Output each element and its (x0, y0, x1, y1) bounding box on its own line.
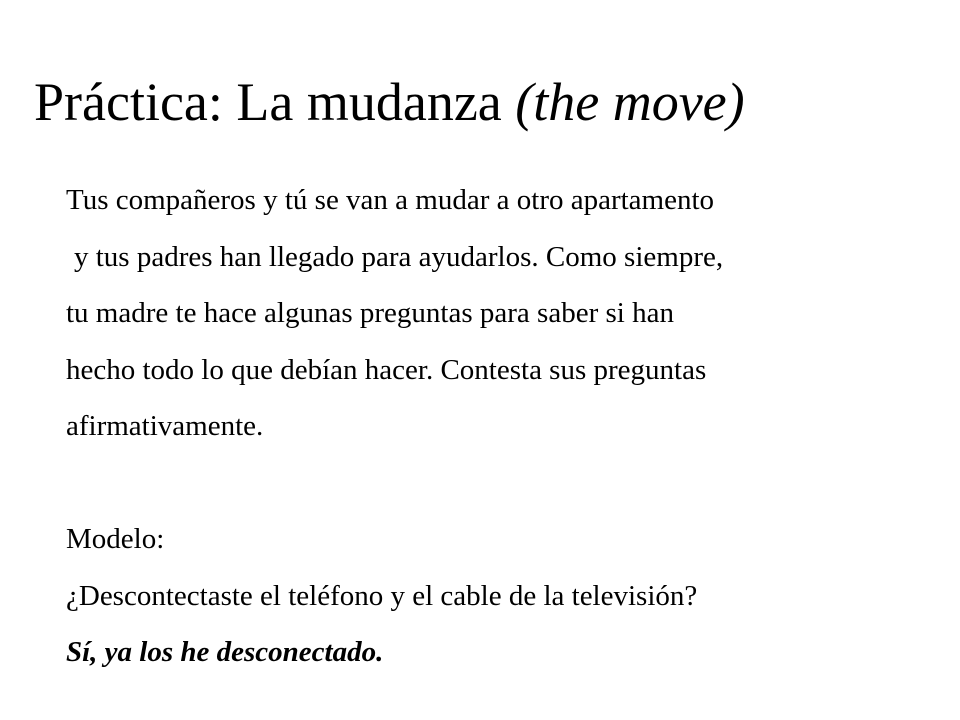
paragraph-line-4: hecho todo lo que debían hacer. Contesta sus preguntas (66, 353, 707, 386)
model-label: Modelo: (66, 523, 165, 555)
paragraph-line-5: afirmativamente. (66, 410, 264, 442)
paragraph-line-2: y tus padres han llegado para ayudarlos. Como siempre, (74, 240, 724, 273)
title-italic-text: (the move) (515, 72, 745, 132)
paragraph-line-3: tu madre te hace algunas preguntas para saber si han (66, 297, 674, 329)
model-answer: Sí, ya los he desconectado. (66, 636, 384, 668)
slide-body (66, 172, 946, 681)
model-question: ¿Descontectaste el teléfono y el cable de la televisión? (66, 579, 698, 612)
title-main-text: Práctica: La mudanza (34, 72, 516, 132)
paragraph-line-1: Tus compañeros y tú se van a mudar a otro apartamento (66, 184, 715, 216)
blank-line (66, 455, 946, 512)
slide-title (34, 70, 745, 134)
